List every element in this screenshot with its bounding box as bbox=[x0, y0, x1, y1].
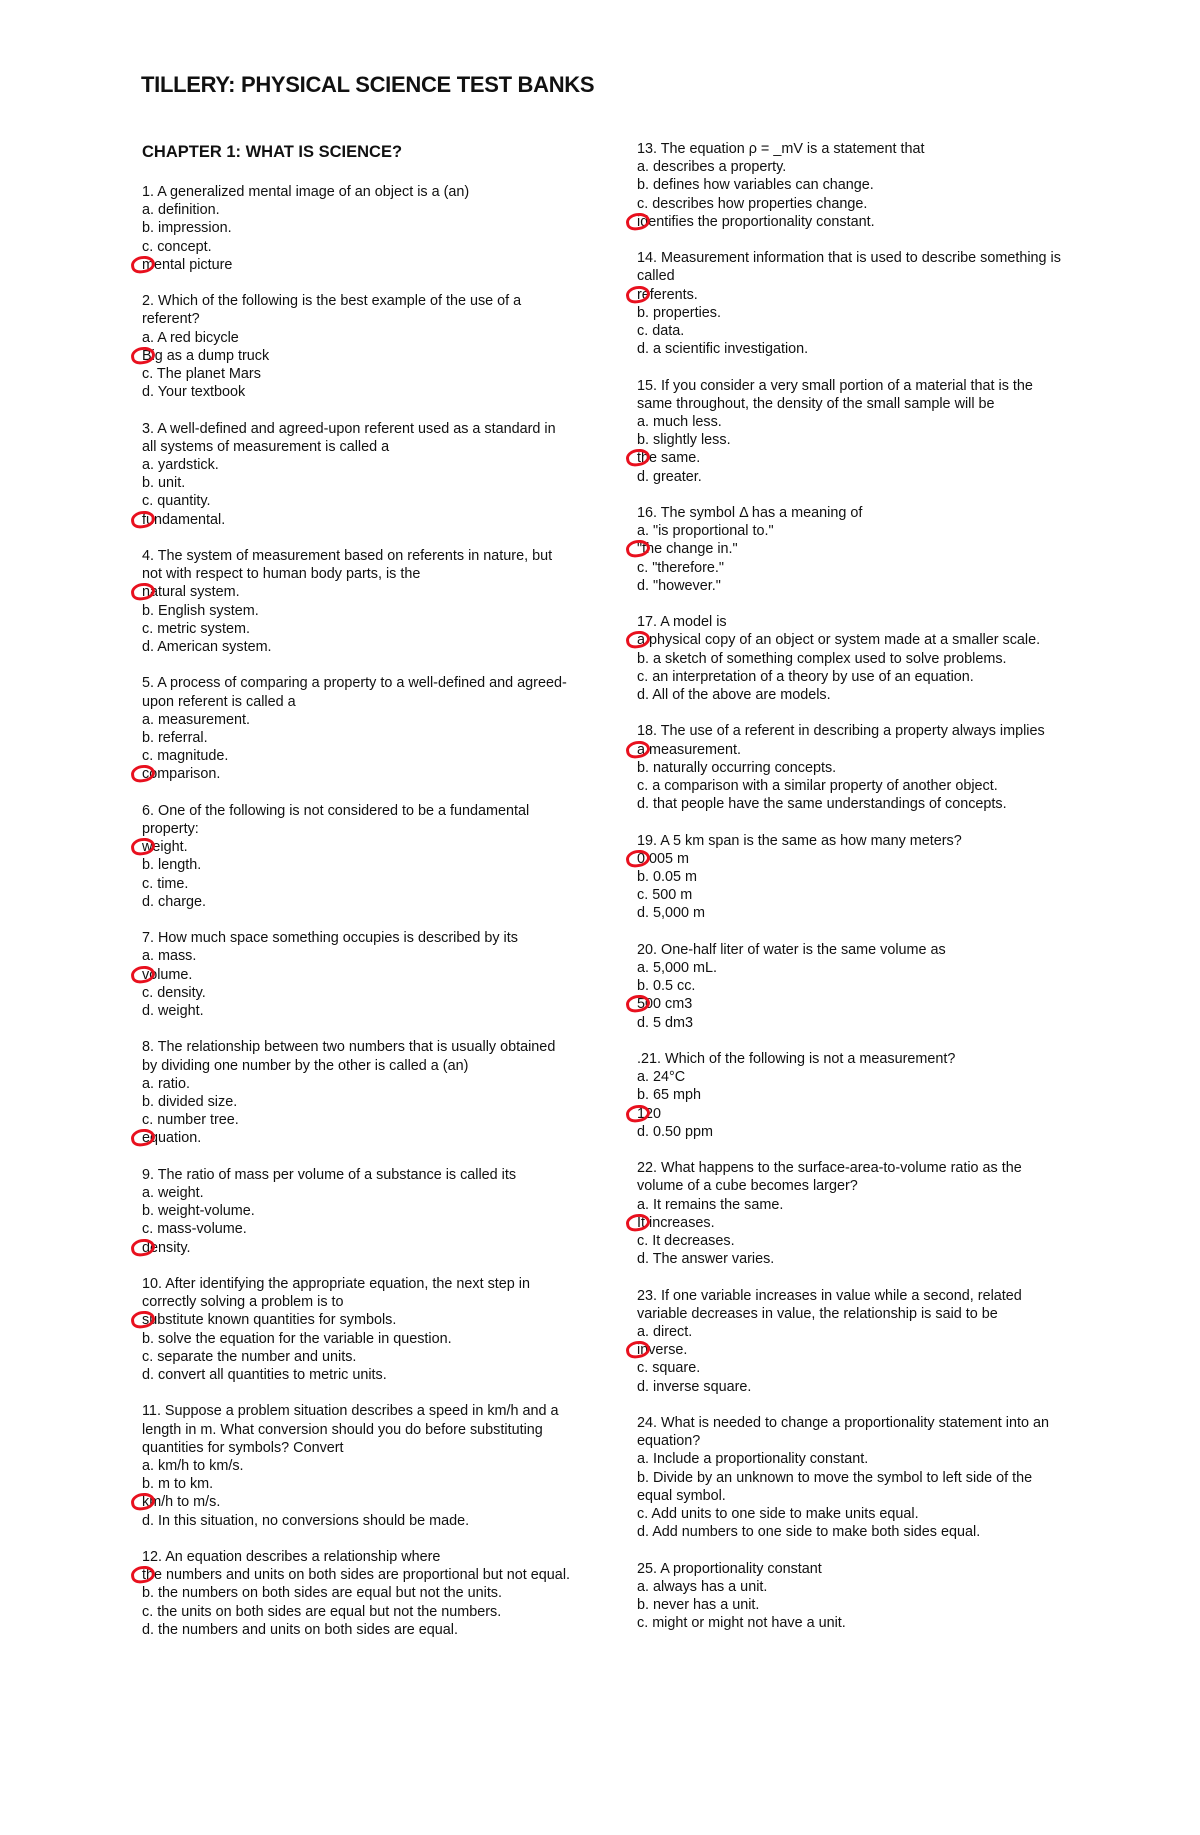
answer-option-text: density. bbox=[142, 1239, 191, 1256]
answer-option bbox=[142, 838, 572, 856]
answer-option bbox=[637, 759, 1067, 777]
document-title: TILLERY: PHYSICAL SCIENCE TEST BANKS bbox=[141, 72, 595, 97]
answer-option-text: Big as a dump truck bbox=[142, 347, 270, 364]
question-item bbox=[142, 547, 572, 656]
question-stem: 19. A 5 km span is the same as how many meters? bbox=[637, 832, 962, 849]
answer-option-text: d. charge. bbox=[142, 893, 206, 910]
answer-option-text: c. time. bbox=[142, 875, 189, 892]
question-stem: 7. How much space something occupies is described by its bbox=[142, 930, 518, 947]
question-item bbox=[637, 1287, 1067, 1396]
answer-option bbox=[142, 1311, 572, 1329]
answer-option bbox=[142, 984, 572, 1002]
answer-option-text: c. magnitude. bbox=[142, 748, 229, 765]
answer-option bbox=[637, 1614, 1067, 1632]
question-stem: .21. Which of the following is not a measurement? bbox=[637, 1051, 956, 1068]
answer-option-text: c. a comparison with a similar property of another object. bbox=[637, 778, 998, 795]
answer-option bbox=[637, 158, 1067, 176]
question-item bbox=[637, 1050, 1067, 1141]
answer-option bbox=[637, 977, 1067, 995]
left-column bbox=[142, 140, 572, 1657]
answer-option-text: d. a scientific investigation. bbox=[637, 341, 809, 358]
question-item bbox=[142, 929, 572, 1020]
answer-option bbox=[637, 631, 1067, 649]
answer-option bbox=[637, 1068, 1067, 1086]
question-item bbox=[142, 674, 572, 783]
answer-option-text: It increases. bbox=[637, 1214, 715, 1231]
question-stem: 14. Measurement information that is used to describe something is called bbox=[637, 250, 1061, 285]
answer-option bbox=[142, 1621, 572, 1639]
answer-option bbox=[142, 1239, 572, 1257]
answer-option-text: c. quantity. bbox=[142, 493, 211, 510]
question-stem: 6. One of the following is not considered to be a fundamental property: bbox=[142, 802, 530, 838]
answer-option-text: b. 0.5 cc. bbox=[637, 978, 696, 995]
answer-option-text: weight. bbox=[142, 839, 188, 856]
answer-option-text: the numbers and units on both sides are proportional but not equal. bbox=[142, 1567, 571, 1584]
answer-option-text: equation. bbox=[142, 1130, 202, 1147]
answer-option-text: d. "however." bbox=[637, 577, 721, 594]
question-stem: 10. After identifying the appropriate equation, the next step in correctly solving a problem is to bbox=[142, 1276, 531, 1311]
answer-option-text: b. defines how variables can change. bbox=[637, 177, 874, 194]
answer-option-text: d. 0.50 ppm bbox=[637, 1123, 714, 1140]
answer-option-text: a. 5,000 mL. bbox=[637, 960, 717, 977]
question-item bbox=[637, 1414, 1067, 1541]
answer-option bbox=[142, 474, 572, 492]
question-stem: 3. A well-defined and agreed-upon referent used as a standard in all systems of measurement is called a bbox=[142, 420, 556, 455]
answer-option-text: a physical copy of an object or system made at a smaller scale. bbox=[637, 632, 1041, 649]
answer-option-text: inverse. bbox=[637, 1342, 688, 1359]
answer-option-text: b. length. bbox=[142, 857, 202, 874]
answer-option-text: a measurement. bbox=[637, 741, 741, 758]
answer-option-text: a. measurement. bbox=[142, 711, 250, 728]
answer-option-text: 500 cm3 bbox=[637, 996, 693, 1013]
answer-option-text: b. English system. bbox=[142, 602, 259, 619]
answer-option bbox=[142, 583, 572, 601]
answer-option bbox=[637, 886, 1067, 904]
answer-option-text: d. convert all quantities to metric units. bbox=[142, 1367, 387, 1384]
answer-option-text: a. much less. bbox=[637, 414, 722, 431]
answer-option-text: b. referral. bbox=[142, 730, 208, 747]
question-list-left bbox=[142, 183, 572, 1639]
answer-option-text: a. weight. bbox=[142, 1185, 204, 1202]
question-item bbox=[637, 941, 1067, 1032]
chapter-heading: CHAPTER 1: WHAT IS SCIENCE? bbox=[142, 143, 403, 161]
answer-option bbox=[142, 747, 572, 765]
answer-option-text: a. describes a property. bbox=[637, 159, 787, 176]
answer-option-text: a. definition. bbox=[142, 202, 220, 219]
answer-option bbox=[142, 1202, 572, 1220]
answer-option bbox=[637, 1105, 1067, 1123]
answer-option bbox=[142, 602, 572, 620]
answer-option bbox=[637, 1359, 1067, 1377]
answer-option-text: d. In this situation, no conversions should be made. bbox=[142, 1512, 470, 1529]
answer-option bbox=[637, 522, 1067, 540]
answer-option bbox=[142, 1348, 572, 1366]
answer-option-text: d. weight. bbox=[142, 1003, 204, 1020]
question-item bbox=[637, 140, 1067, 231]
answer-option-text: "the change in." bbox=[637, 541, 738, 558]
answer-option-text: c. data. bbox=[637, 323, 685, 340]
answer-option-text: d. 5,000 m bbox=[637, 905, 705, 922]
answer-option-text: c. metric system. bbox=[142, 620, 250, 637]
answer-option-text: a. "is proportional to." bbox=[637, 523, 774, 540]
question-item bbox=[142, 1402, 572, 1529]
answer-option bbox=[142, 1184, 572, 1202]
answer-option bbox=[637, 1578, 1067, 1596]
answer-option-text: b. never has a unit. bbox=[637, 1597, 760, 1614]
answer-option bbox=[637, 286, 1067, 304]
answer-option-text: a. ratio. bbox=[142, 1075, 190, 1092]
answer-option bbox=[142, 511, 572, 529]
answer-option-text: fundamental. bbox=[142, 511, 226, 528]
answer-option bbox=[637, 1086, 1067, 1104]
answer-option bbox=[142, 1475, 572, 1493]
question-item bbox=[637, 613, 1067, 704]
answer-option-text: c. 500 m bbox=[637, 887, 693, 904]
answer-option bbox=[142, 638, 572, 656]
answer-option-text: d. American system. bbox=[142, 639, 272, 656]
answer-option bbox=[142, 1002, 572, 1020]
question-stem: 15. If you consider a very small portion of a material that is the same throughout, the density of the small sample will be bbox=[637, 377, 1033, 412]
answer-option bbox=[637, 1232, 1067, 1250]
answer-option-text: 0.005 m bbox=[637, 850, 689, 867]
answer-option bbox=[142, 256, 572, 274]
answer-option bbox=[142, 1493, 572, 1511]
answer-option-text: c. number tree. bbox=[142, 1112, 239, 1129]
answer-option bbox=[637, 449, 1067, 467]
question-stem: 5. A process of comparing a property to a well-defined and agreed-upon referent is called a bbox=[142, 675, 567, 710]
answer-option bbox=[142, 365, 572, 383]
answer-option-text: b. a sketch of something complex used to solve problems. bbox=[637, 650, 1007, 667]
answer-option bbox=[142, 875, 572, 893]
answer-option bbox=[637, 668, 1067, 686]
answer-option-text: b. 65 mph bbox=[637, 1087, 701, 1104]
answer-option bbox=[142, 1220, 572, 1238]
answer-option-text: d. 5 dm3 bbox=[637, 1014, 693, 1031]
answer-option bbox=[142, 765, 572, 783]
answer-option bbox=[637, 1523, 1067, 1541]
answer-option bbox=[142, 966, 572, 984]
answer-option-text: b. weight-volume. bbox=[142, 1203, 255, 1220]
answer-option bbox=[637, 195, 1067, 213]
answer-option bbox=[142, 219, 572, 237]
answer-option bbox=[637, 1378, 1067, 1396]
question-stem: 11. Suppose a problem situation describes a speed in km/h and a length in m. What conversion should you do before substituting quantities for symbols? Convert bbox=[142, 1403, 559, 1456]
question-item bbox=[142, 1166, 572, 1257]
answer-option-text: d. inverse square. bbox=[637, 1378, 752, 1395]
answer-option bbox=[637, 1214, 1067, 1232]
answer-option-text: substitute known quantities for symbols. bbox=[142, 1312, 397, 1329]
question-stem: 2. Which of the following is the best example of the use of a referent? bbox=[142, 293, 522, 328]
answer-option bbox=[142, 1366, 572, 1384]
answer-option bbox=[637, 1323, 1067, 1341]
question-stem: 16. The symbol Δ has a meaning of bbox=[637, 505, 863, 522]
answer-option bbox=[142, 456, 572, 474]
answer-option-text: b. impression. bbox=[142, 220, 232, 237]
answer-option-text: volume. bbox=[142, 966, 193, 983]
question-item bbox=[142, 292, 572, 401]
answer-option-text: a. yardstick. bbox=[142, 457, 219, 474]
answer-option-text: mental picture bbox=[142, 256, 233, 273]
answer-option-text: c. The planet Mars bbox=[142, 366, 261, 383]
question-stem: 20. One-half liter of water is the same volume as bbox=[637, 941, 946, 958]
answer-option-text: a. always has a unit. bbox=[637, 1578, 768, 1595]
answer-option bbox=[637, 904, 1067, 922]
answer-option-text: a. 24°C bbox=[637, 1069, 686, 1086]
answer-option bbox=[142, 893, 572, 911]
answer-option-text: c. square. bbox=[637, 1360, 701, 1377]
answer-option bbox=[637, 777, 1067, 795]
question-item bbox=[637, 832, 1067, 923]
answer-option-text: c. the units on both sides are equal but not the numbers. bbox=[142, 1603, 502, 1620]
answer-option bbox=[637, 1196, 1067, 1214]
answer-option bbox=[142, 1075, 572, 1093]
question-stem: 18. The use of a referent in describing a property always implies bbox=[637, 723, 1045, 740]
answer-option-text: c. separate the number and units. bbox=[142, 1348, 357, 1365]
answer-option bbox=[142, 238, 572, 256]
answer-option-text: b. the numbers on both sides are equal but not the units. bbox=[142, 1585, 503, 1602]
question-item bbox=[142, 1275, 572, 1384]
answer-option-text: c. might or might not have a unit. bbox=[637, 1615, 846, 1632]
answer-option bbox=[142, 1330, 572, 1348]
answer-option bbox=[142, 711, 572, 729]
question-item bbox=[142, 1548, 572, 1639]
answer-option bbox=[142, 729, 572, 747]
answer-option bbox=[142, 856, 572, 874]
answer-option-text: b. solve the equation for the variable in question. bbox=[142, 1330, 452, 1347]
answer-option bbox=[142, 1603, 572, 1621]
answer-option bbox=[142, 201, 572, 219]
answer-option-text: c. describes how properties change. bbox=[637, 195, 868, 212]
answer-option-text: a. direct. bbox=[637, 1324, 693, 1341]
question-list-right bbox=[637, 140, 1067, 1632]
question-stem: 12. An equation describes a relationship where bbox=[142, 1549, 441, 1566]
answer-option bbox=[637, 1596, 1067, 1614]
answer-option-text: d. Your textbook bbox=[142, 384, 246, 401]
answer-option-text: identifies the proportionality constant. bbox=[637, 213, 875, 230]
answer-option-text: c. It decreases. bbox=[637, 1233, 735, 1250]
question-item bbox=[637, 722, 1067, 813]
answer-option-text: d. that people have the same understandings of concepts. bbox=[637, 796, 1007, 813]
answer-option-text: referents. bbox=[637, 286, 698, 303]
question-stem: 8. The relationship between two numbers that is usually obtained by dividing one number by the other is called a (an) bbox=[142, 1039, 556, 1074]
answer-option-text: a. Include a proportionality constant. bbox=[637, 1451, 869, 1468]
answer-option-text: a. mass. bbox=[142, 948, 197, 965]
answer-option bbox=[637, 540, 1067, 558]
question-item bbox=[142, 802, 572, 911]
question-stem: 22. What happens to the surface-area-to-volume ratio as the volume of a cube becomes larger? bbox=[637, 1160, 1022, 1195]
question-stem: 9. The ratio of mass per volume of a substance is called its bbox=[142, 1166, 517, 1183]
question-item bbox=[637, 504, 1067, 595]
answer-option-text: c. an interpretation of a theory by use of an equation. bbox=[637, 668, 974, 685]
answer-option bbox=[142, 329, 572, 347]
answer-option bbox=[142, 947, 572, 965]
answer-option bbox=[637, 1450, 1067, 1468]
answer-option bbox=[637, 1250, 1067, 1268]
answer-option bbox=[142, 1584, 572, 1602]
answer-option bbox=[637, 795, 1067, 813]
answer-option-text: c. Add units to one side to make units equal. bbox=[637, 1506, 919, 1523]
answer-option bbox=[637, 1469, 1067, 1505]
answer-option-text: c. density. bbox=[142, 984, 206, 1001]
answer-option-text: a. km/h to km/s. bbox=[142, 1458, 244, 1475]
answer-option bbox=[637, 340, 1067, 358]
answer-option bbox=[637, 959, 1067, 977]
answer-option-text: d. All of the above are models. bbox=[637, 687, 831, 704]
answer-option bbox=[142, 1093, 572, 1111]
answer-option bbox=[637, 1014, 1067, 1032]
answer-option-text: a. A red bicycle bbox=[142, 329, 239, 346]
answer-option-text: 120 bbox=[637, 1105, 662, 1122]
answer-option bbox=[142, 383, 572, 401]
question-stem: 1. A generalized mental image of an object is a (an) bbox=[142, 184, 470, 200]
answer-option-text: natural system. bbox=[142, 584, 240, 601]
answer-option bbox=[637, 431, 1067, 449]
answer-option bbox=[142, 1457, 572, 1475]
question-stem: 25. A proportionality constant bbox=[637, 1560, 822, 1577]
answer-option-text: b. unit. bbox=[142, 475, 186, 492]
answer-option bbox=[637, 868, 1067, 886]
answer-option-text: b. m to km. bbox=[142, 1476, 214, 1493]
answer-option-text: comparison. bbox=[142, 766, 221, 783]
answer-option bbox=[637, 213, 1067, 231]
answer-option bbox=[637, 413, 1067, 431]
answer-option-text: the same. bbox=[637, 450, 701, 467]
answer-option-text: c. "therefore." bbox=[637, 559, 725, 576]
answer-option-text: b. Divide by an unknown to move the symbol to left side of the equal symbol. bbox=[637, 1469, 1033, 1504]
question-stem: 23. If one variable increases in value while a second, related variable decreases in value, the relationship is said to be bbox=[637, 1287, 1022, 1322]
answer-option-text: c. concept. bbox=[142, 238, 212, 255]
answer-option-text: b. properties. bbox=[637, 304, 721, 321]
answer-option bbox=[637, 559, 1067, 577]
question-item bbox=[142, 420, 572, 529]
answer-option-text: a. It remains the same. bbox=[637, 1196, 784, 1213]
answer-option bbox=[142, 620, 572, 638]
answer-option-text: b. slightly less. bbox=[637, 432, 731, 449]
answer-option bbox=[142, 1512, 572, 1530]
answer-option bbox=[142, 347, 572, 365]
question-item bbox=[142, 183, 572, 274]
answer-option bbox=[142, 492, 572, 510]
question-item bbox=[637, 249, 1067, 358]
answer-option bbox=[142, 1566, 572, 1584]
question-stem: 24. What is needed to change a proportionality statement into an equation? bbox=[637, 1415, 1049, 1450]
question-stem: 17. A model is bbox=[637, 614, 727, 631]
question-item bbox=[637, 1159, 1067, 1268]
question-item bbox=[637, 377, 1067, 486]
answer-option-text: b. 0.05 m bbox=[637, 869, 697, 886]
answer-option bbox=[142, 1129, 572, 1147]
question-item bbox=[637, 1560, 1067, 1633]
answer-option bbox=[637, 1341, 1067, 1359]
question-stem: 4. The system of measurement based on referents in nature, but not with respect to human body parts, is the bbox=[142, 548, 553, 583]
answer-option bbox=[637, 304, 1067, 322]
answer-option-text: d. greater. bbox=[637, 468, 702, 485]
answer-option-text: b. naturally occurring concepts. bbox=[637, 759, 837, 776]
answer-option bbox=[637, 1505, 1067, 1523]
answer-option-text: b. divided size. bbox=[142, 1094, 238, 1111]
answer-option bbox=[637, 1123, 1067, 1141]
question-stem: 13. The equation ρ = _mV is a statement that bbox=[637, 141, 925, 157]
answer-option bbox=[637, 468, 1067, 486]
answer-option-text: d. the numbers and units on both sides are equal. bbox=[142, 1621, 459, 1638]
answer-option bbox=[142, 1111, 572, 1129]
answer-option bbox=[637, 741, 1067, 759]
right-column bbox=[637, 140, 1067, 1651]
question-item bbox=[142, 1038, 572, 1147]
answer-option bbox=[637, 650, 1067, 668]
answer-option-text: km/h to m/s. bbox=[142, 1494, 221, 1511]
answer-option-text: d. The answer varies. bbox=[637, 1251, 775, 1268]
answer-option-text: d. Add numbers to one side to make both sides equal. bbox=[637, 1524, 981, 1541]
answer-option bbox=[637, 577, 1067, 595]
answer-option bbox=[637, 322, 1067, 340]
answer-option bbox=[637, 850, 1067, 868]
answer-option bbox=[637, 995, 1067, 1013]
answer-option bbox=[637, 176, 1067, 194]
answer-option-text: c. mass-volume. bbox=[142, 1221, 247, 1238]
answer-option bbox=[637, 686, 1067, 704]
